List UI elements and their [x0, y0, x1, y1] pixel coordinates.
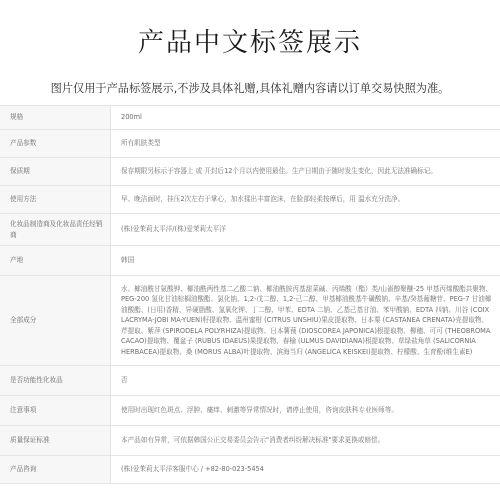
row-value-inquiry: (株)爱茉莉太平洋客服中心 / +82-80-023-5454 [111, 456, 500, 484]
table-row [0, 186, 500, 214]
table-row [0, 366, 500, 396]
row-value-spec: 200ml [111, 106, 500, 130]
row-label-spec: 规格 [0, 106, 111, 130]
table-row [0, 246, 500, 276]
row-label-manufacturer: 化妆品制造商及化妆品责任经销商 [0, 214, 111, 246]
table-row [0, 456, 500, 484]
row-value-manufacturer: (株)爱茉莉太平洋/(株)爱茉莉太平洋 [111, 214, 500, 246]
row-value-precautions: 使用时出现红色斑点、浮肿、瘙痒、刺激等异常情况时，请停止使用，咨询皮肤科专业医师等。 [111, 396, 500, 426]
table-row [0, 426, 500, 456]
row-value-params: 所有肌肤类型 [111, 130, 500, 158]
page-title: 产品中文标签展示 [137, 28, 362, 58]
row-value-functional: 否 [111, 366, 500, 396]
row-label-origin: 产地 [0, 246, 111, 276]
table-row [0, 106, 500, 130]
table-row [0, 396, 500, 426]
table-row [0, 158, 500, 186]
row-label-precautions: 注意事项 [0, 396, 111, 426]
table-row [0, 214, 500, 246]
row-value-quality: 本产品如有异常，可依据韩国公正交易委员会告示"消费者纠纷解决标准"要求更换或赔偿。 [111, 426, 500, 456]
row-value-shelf-life: 保存期限另标示于容器上 或 开封后12个月以内使用最佳。生产日期由于随时发生变化，因此无法准确标记。 [111, 158, 500, 186]
row-label-inquiry: 产品咨询 [0, 456, 111, 484]
row-label-params: 产品参数 [0, 130, 111, 158]
row-label-usage: 使用方法 [0, 186, 111, 214]
row-value-ingredients: 水、椰油酰甘氨酸钾、椰油酰两性基二乙酸二钠、椰油酰胺丙基甜菜碱、丙烯酸（酯）类/山嵛醇聚醚-25 甲基丙烯酸酯共聚物、PEG-200 氢化甘油棕榈油酸酯、氯化钠、1,2-戊二醇、1,2-己二醇、甲基椰油酰基牛磺酸钠、辛基/癸基葡糖苷、PEG-7 甘油椰油酸酯、(日用)香精、异硬脂酸、氢氧化钾、丁二醇、甲苯、EDTA 二钠、乙基己基甘油、苯甲酸钠、EDTA 四钠、川谷 (COIX LACRYMA-JOBI MA-YUEN)籽提取物、温州蜜柑 (CITRUS UNSHIU)果皮提取物、日本栗 (CASTANEA CRENATA)壳提取物、芹提取、紫萍 (SPIRODELA POLYRHIZA)提取物、日本薯蓣 (DIOSCOREA JAPONICA)根提取物、柳穗、可可 (THEOBROMA CACAO)提取物、覆盆子 (RUBUS IDAEUS)果提取物、春榆 (ULMUS DAVIDIANA)根提取物、草绿盐角草 (SALICORNIA HERBACEA)提取物、桑 (MORUS ALBA)叶提取物、滨海当归 (ANGELICA KEISKEI)提取物、柠檬酸、生育酚(维生素E) [111, 276, 500, 366]
page-subtitle: 图片仅用于产品标签展示,不涉及具体礼赠,具体礼赠内容请以订单交易快照为准。 [50, 82, 450, 95]
table-row [0, 130, 500, 158]
row-label-functional: 是否功能性化妆品 [0, 366, 111, 396]
row-label-shelf-life: 保质期 [0, 158, 111, 186]
row-label-quality: 质量保证标准 [0, 426, 111, 456]
row-value-origin: 韩国 [111, 246, 500, 276]
table-row [0, 276, 500, 366]
product-label-table [0, 105, 500, 484]
row-label-ingredients: 全部成分 [0, 276, 111, 366]
row-value-usage: 早、晚洁面时，挂压2次左右于掌心，加水揉出丰富泡沫，在脸部轻柔按摩后，用 温水充分洗净。 [111, 186, 500, 214]
page-header [0, 0, 500, 97]
